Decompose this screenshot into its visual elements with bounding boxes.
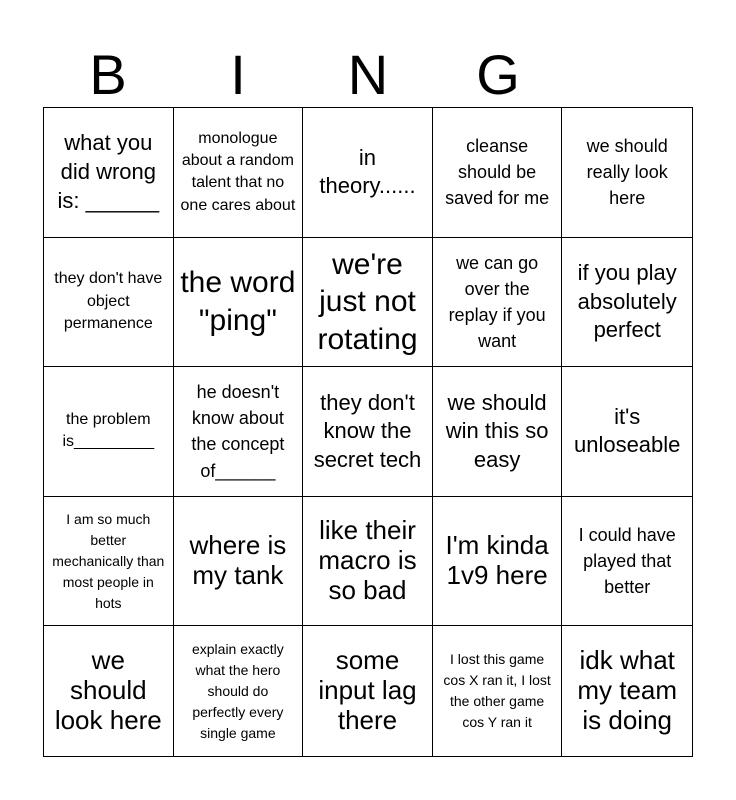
bingo-cell-r3-c1[interactable] bbox=[44, 367, 174, 497]
bingo-cell-r1-c5[interactable] bbox=[562, 108, 692, 238]
bingo-cell-text: I could have played that better bbox=[578, 524, 676, 598]
bingo-cell-text: we should win this so easy bbox=[445, 389, 549, 472]
bingo-cell-text: I lost this game cos X ran it, I lost the other game cos Y ran it bbox=[443, 651, 551, 731]
bingo-cell-text: explain exactly what the hero should do perfectly every single game bbox=[191, 640, 284, 741]
bingo-cell-text: like their macro is so bad bbox=[318, 515, 417, 606]
bingo-cell-text: they don't know the secret tech bbox=[313, 389, 422, 472]
bingo-cell-r3-c5[interactable] bbox=[562, 367, 692, 497]
bingo-board bbox=[43, 107, 693, 757]
bingo-cell-text: idk what my team is doing bbox=[577, 645, 678, 736]
bingo-cell-text: cleanse should be saved for me bbox=[445, 136, 550, 209]
bingo-cell-r3-c3[interactable] bbox=[303, 367, 433, 497]
bingo-cell-r4-c1[interactable] bbox=[44, 497, 174, 627]
bingo-cell-text: they don't have object permanence bbox=[54, 270, 163, 333]
bingo-cell-r5-c1[interactable] bbox=[44, 626, 174, 756]
bingo-cell-r4-c2[interactable] bbox=[174, 497, 304, 627]
bingo-cell-text: what you did wrong is: ______ bbox=[57, 130, 160, 213]
bingo-cell-text: the word "ping" bbox=[180, 266, 296, 337]
bingo-cell-text: we're just not rotating bbox=[317, 247, 418, 356]
bingo-cell-r4-c4[interactable] bbox=[433, 497, 563, 627]
bingo-cell-r2-c5[interactable] bbox=[562, 238, 692, 368]
bingo-cell-r2-c1[interactable] bbox=[44, 238, 174, 368]
bingo-cell-text: we can go over the replay if you want bbox=[448, 252, 546, 351]
bingo-cell-r4-c5[interactable] bbox=[562, 497, 692, 627]
bingo-cell-text: some input lag there bbox=[318, 645, 417, 736]
bingo-header bbox=[43, 42, 693, 108]
bingo-cell-r1-c1[interactable] bbox=[44, 108, 174, 238]
bingo-cell-r1-c3[interactable] bbox=[303, 108, 433, 238]
bingo-cell-r3-c4[interactable] bbox=[433, 367, 563, 497]
bingo-cell-text: monologue about a random talent that no one cares about bbox=[180, 129, 296, 214]
bingo-cell-text: it's unloseable bbox=[573, 403, 681, 458]
bingo-cell-r5-c3[interactable] bbox=[303, 626, 433, 756]
bingo-cell-text: I'm kinda 1v9 here bbox=[445, 530, 549, 591]
bingo-cell-r5-c5[interactable] bbox=[562, 626, 692, 756]
header-letter-i: I bbox=[230, 43, 246, 106]
bingo-cell-text: in theory...... bbox=[319, 144, 416, 199]
bingo-cell-text: if you play absolutely perfect bbox=[577, 260, 677, 343]
header-letter-n: N bbox=[347, 43, 389, 106]
bingo-cell-r2-c2[interactable] bbox=[174, 238, 304, 368]
bingo-cell-text: the problem is_________ bbox=[62, 411, 155, 451]
bingo-cell-r4-c3[interactable] bbox=[303, 497, 433, 627]
bingo-cell-r1-c2[interactable] bbox=[174, 108, 304, 238]
header-letter-b: B bbox=[89, 43, 127, 106]
bingo-cell-text: he doesn't know about the concept of______ bbox=[191, 382, 285, 481]
bingo-cell-r3-c2[interactable] bbox=[174, 367, 304, 497]
bingo-cell-text: we should really look here bbox=[586, 136, 668, 209]
bingo-cell-text: where is my tank bbox=[189, 530, 287, 591]
bingo-cell-r5-c4[interactable] bbox=[433, 626, 563, 756]
bingo-cell-text: we should look here bbox=[54, 645, 162, 736]
bingo-cell-text: I am so much better mechanically than most people in hots bbox=[52, 510, 165, 611]
bingo-cell-r2-c4[interactable] bbox=[433, 238, 563, 368]
header-letter-g: G bbox=[476, 43, 520, 106]
bingo-cell-r5-c2[interactable] bbox=[174, 626, 304, 756]
bingo-cell-r1-c4[interactable] bbox=[433, 108, 563, 238]
bingo-cell-r2-c3[interactable] bbox=[303, 238, 433, 368]
